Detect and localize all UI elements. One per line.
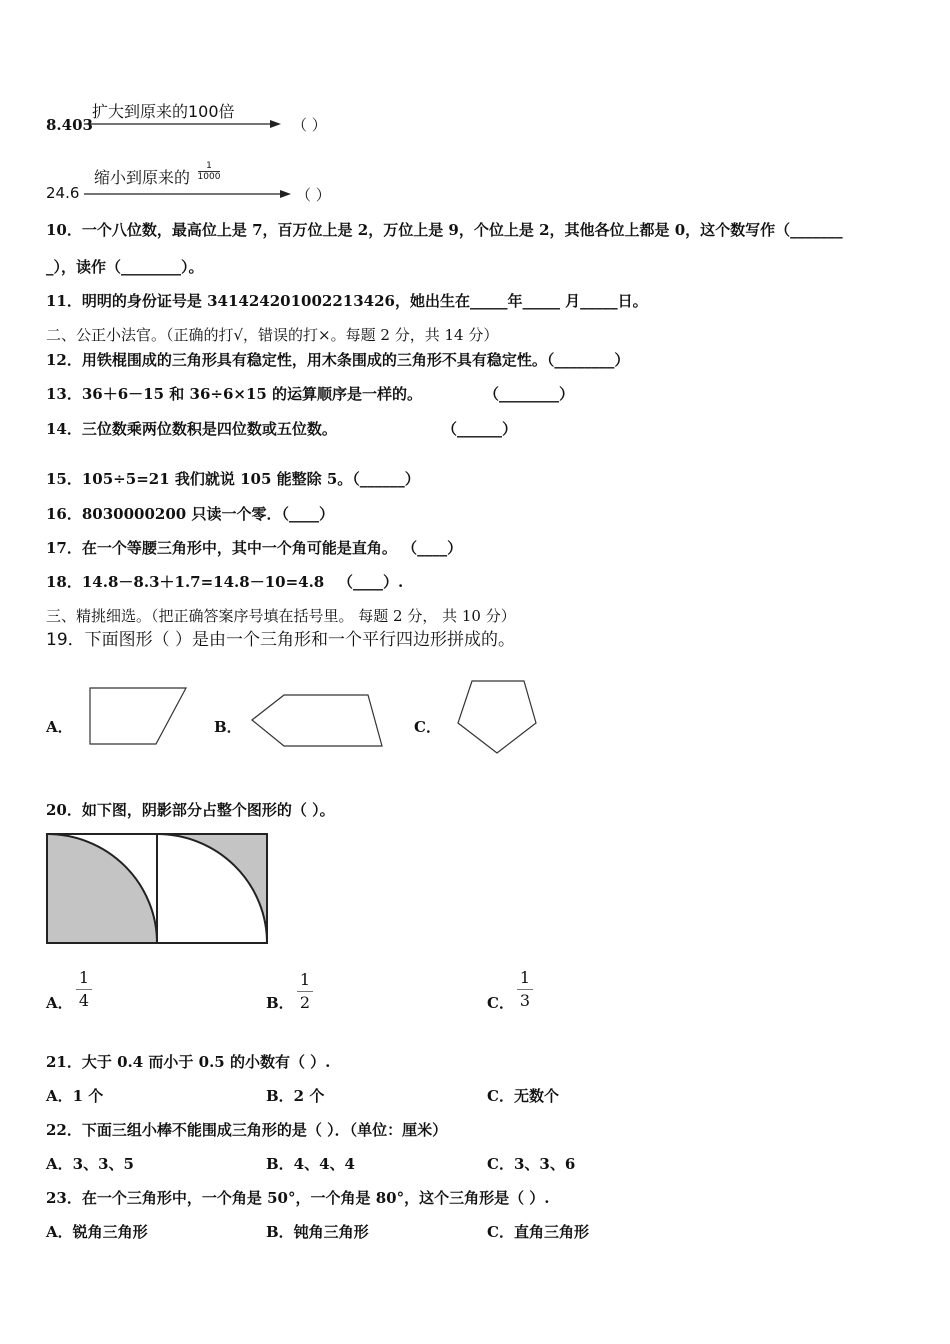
fraction-denominator: 4: [78, 991, 90, 1010]
option-b-label[interactable]: B．: [266, 994, 294, 1012]
question-10-line2: _），读作（________）。: [46, 258, 204, 276]
fraction: [194, 161, 224, 182]
shaded-quarter-left: [47, 834, 157, 943]
answer-blank[interactable]: （______）: [442, 420, 518, 438]
question-text: 14．三位数乘两位数积是四位数或五位数。: [46, 420, 337, 438]
arrow-start-value: 8.403: [46, 116, 93, 134]
fraction-denominator: 1000: [197, 172, 221, 182]
arrow-start-value: 24.6: [46, 184, 80, 202]
fraction-denominator: 3: [519, 991, 531, 1010]
option-c[interactable]: C．直角三角形: [487, 1223, 589, 1241]
question-20: 20．如下图，阴影部分占整个图形的（ ）。: [46, 801, 335, 819]
fraction-option-c: [515, 968, 535, 1011]
option-a[interactable]: A．锐角三角形: [46, 1223, 148, 1241]
shaded-quarter-circles-figure: [45, 832, 270, 946]
question-17: 17．在一个等腰三角形中，其中一个角可能是直角。 （____）: [46, 539, 463, 557]
fraction-numerator: 1: [519, 968, 531, 987]
option-b-label[interactable]: B．: [214, 718, 242, 736]
fraction-numerator: 1: [299, 970, 311, 989]
option-c-label[interactable]: C．: [487, 994, 514, 1012]
question-15: 15．105÷5=21 我们就说 105 能整除 5。（______）: [46, 470, 420, 488]
answer-blank[interactable]: （ ）: [296, 186, 331, 204]
answer-blank[interactable]: （____）.: [338, 573, 404, 591]
hexagon-shape: [250, 692, 386, 750]
option-a[interactable]: A．3、3、5: [46, 1155, 134, 1173]
option-b[interactable]: B．2 个: [266, 1087, 325, 1105]
question-text: 18．14.8－8.3＋1.7=14.8－10=4.8: [46, 573, 325, 591]
question-16: 16．8030000200 只读一个零．（____）: [46, 505, 334, 523]
option-a-label[interactable]: A．: [46, 994, 73, 1012]
option-b[interactable]: B．钝角三角形: [266, 1223, 369, 1241]
question-22: 22．下面三组小棒不能围成三角形的是（ ）．（单位：厘米）: [46, 1121, 448, 1139]
shaded-region-right: [157, 834, 267, 943]
answer-blank[interactable]: （________）: [484, 385, 575, 403]
question-10-line1: 10．一个八位数，最高位上是 7，百万位上是 2，万位上是 9，个位上是 2，其他各位上都是 0，这个数写作（_______: [46, 221, 843, 239]
option-c-label[interactable]: C．: [414, 718, 441, 736]
option-c[interactable]: C．3、3、6: [487, 1155, 576, 1173]
right-arrow-icon: [84, 187, 294, 201]
fraction-denominator: 2: [299, 993, 311, 1012]
question-text: 13．36＋6－15 和 36÷6×15 的运算顺序是一样的。: [46, 385, 423, 403]
parallelogram-triangle-shape: [86, 686, 190, 748]
question-23: 23．在一个三角形中，一个角是 50°，一个角是 80°，这个三角形是（ ）.: [46, 1189, 550, 1207]
arrow-label: 缩小到原来的: [94, 168, 191, 187]
fraction-numerator: 1: [206, 161, 212, 171]
arrow-label: 扩大到原来的100倍: [92, 102, 235, 121]
pentagon-shape: [454, 677, 540, 757]
question-18: [46, 572, 404, 592]
right-arrow-icon: [84, 117, 284, 131]
question-14: [46, 419, 518, 439]
option-c[interactable]: C．无数个: [487, 1087, 559, 1105]
option-a[interactable]: A．1 个: [46, 1087, 104, 1105]
question-11: 11．明明的身份证号是 341424201002213426，她出生在_____年_____ 月_____日。: [46, 292, 648, 310]
answer-blank[interactable]: （ ）: [292, 116, 327, 134]
section-3-heading: 三、精挑细选。（把正确答案序号填在括号里。 每题 2 分， 共 10 分）: [46, 607, 516, 625]
question-21: 21．大于 0.4 而小于 0.5 的小数有（ ）.: [46, 1053, 331, 1071]
fraction-option-b: [295, 970, 315, 1013]
option-a-label[interactable]: A．: [46, 718, 73, 736]
question-12: 12．用铁棍围成的三角形具有稳定性，用木条围成的三角形不具有稳定性。（________）: [46, 351, 630, 369]
section-2-heading: 二、公正小法官。（正确的打√，错误的打×。每题 2 分，共 14 分）: [46, 326, 499, 344]
option-b[interactable]: B．4、4、4: [266, 1155, 355, 1173]
question-19: 19．下面图形（ ）是由一个三角形和一个平行四边形拼成的。: [46, 630, 516, 650]
fraction-option-a: [74, 968, 94, 1011]
question-13: [46, 384, 575, 404]
fraction-numerator: 1: [78, 968, 90, 987]
